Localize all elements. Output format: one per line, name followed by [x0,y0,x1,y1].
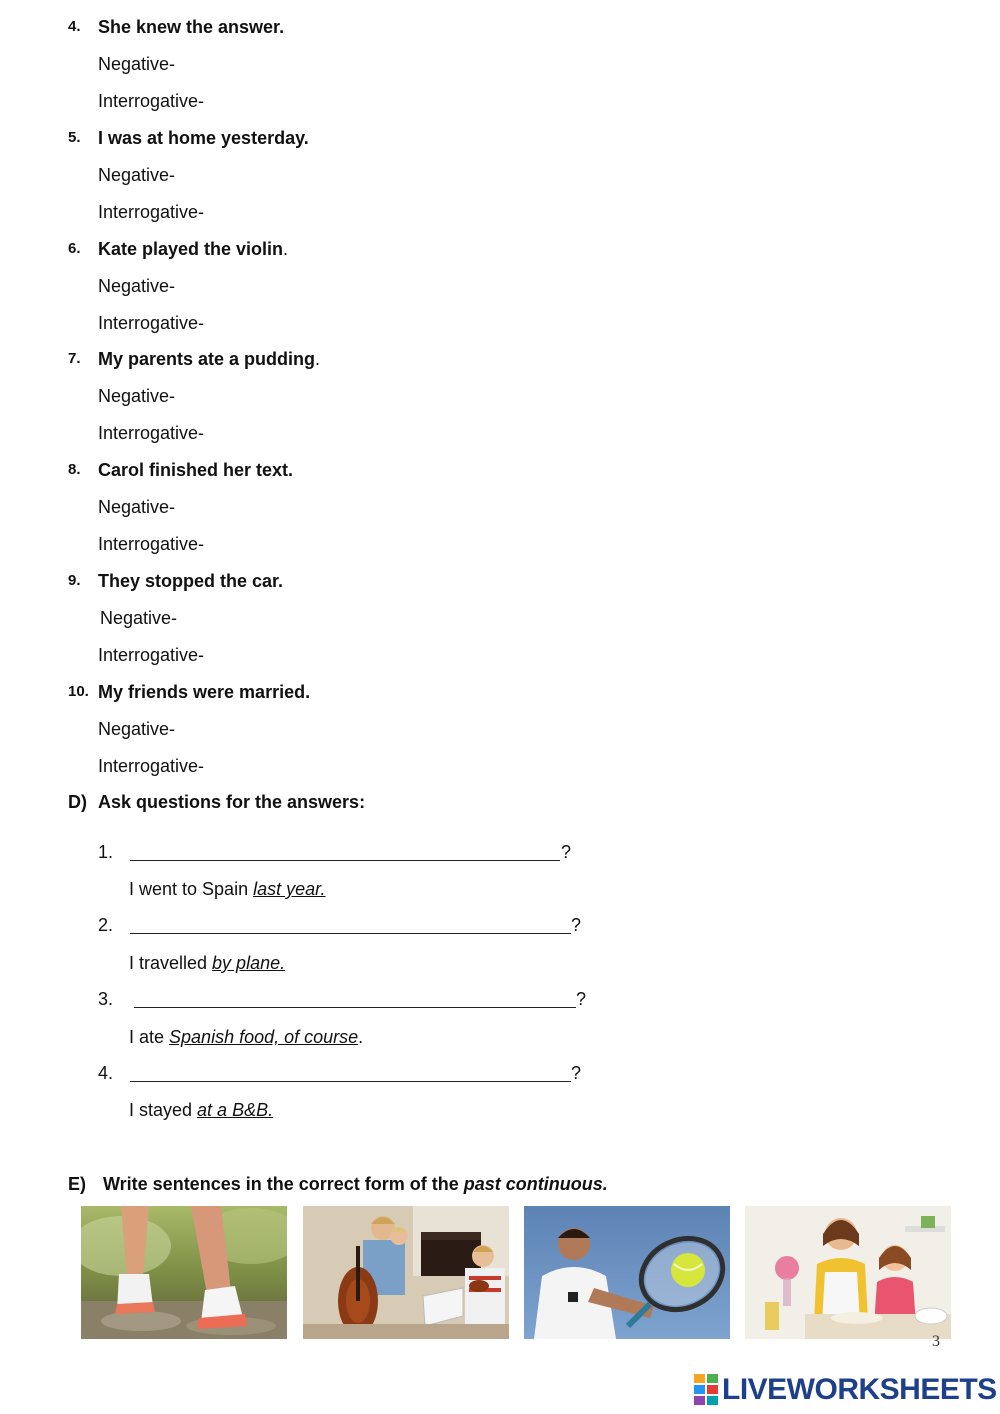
question-answer-blank[interactable] [130,1061,571,1082]
children-playing-music-photo [303,1206,509,1339]
item-number: 5. [68,129,81,146]
item-number: 7. [68,350,81,367]
section-e-letter: E) [68,1174,86,1194]
interrogative-label: Interrogative- [98,202,205,222]
question-number: 1. [98,842,114,862]
question-mark: ? [571,1063,582,1083]
negative-label: Negative- [98,386,176,406]
negative-label: Negative- [98,165,176,185]
interrogative-label: Interrogative- [98,423,205,443]
answer-sentence: I stayed at a B&B. [129,1100,274,1120]
item-number: 6. [68,240,81,257]
item-number: 10. [68,683,89,700]
liveworksheets-logo-text: LIVEWORKSHEETS [722,1373,997,1406]
interrogative-label: Interrogative- [98,645,205,665]
negative-label: Negative- [98,719,176,739]
negative-label: Negative- [98,497,176,517]
item-number: 9. [68,572,81,589]
answer-sentence: I travelled by plane. [129,953,286,973]
item-sentence: Carol finished her text. [98,460,294,480]
question-answer-blank[interactable] [130,913,571,934]
negative-label: Negative- [98,276,176,296]
question-mark: ? [576,989,587,1009]
interrogative-label: Interrogative- [98,313,205,333]
interrogative-label: Interrogative- [98,91,205,111]
tennis-player-photo [524,1206,730,1339]
question-answer-blank[interactable] [134,987,576,1008]
question-mark: ? [561,842,572,862]
question-answer-blank[interactable] [130,840,560,861]
section-d-letter: D) [68,792,87,812]
girls-baking-photo [745,1206,951,1339]
page-number: 3 [932,1333,940,1350]
liveworksheets-logo-icon [694,1374,718,1406]
question-number: 4. [98,1063,114,1083]
item-sentence: My parents ate a pudding. [98,349,321,369]
question-number: 3. [98,989,114,1009]
interrogative-label: Interrogative- [98,756,205,776]
negative-label: Negative- [98,54,176,74]
section-d-title: Ask questions for the answers: [98,792,366,812]
liveworksheets-logo[interactable] [694,1372,997,1408]
item-sentence: My friends were married. [98,682,311,702]
answer-sentence: I ate Spanish food, of course. [129,1027,364,1047]
answer-sentence: I went to Spain last year. [129,879,326,899]
section-e-title: Write sentences in the correct form of the past continuous. [103,1174,608,1194]
walking-feet-photo [81,1206,287,1339]
interrogative-label: Interrogative- [98,534,205,554]
question-number: 2. [98,915,114,935]
item-sentence: Kate played the violin. [98,239,289,259]
negative-label: Negative- [100,608,178,628]
item-sentence: She knew the answer. [98,17,285,37]
item-sentence: They stopped the car. [98,571,284,591]
question-mark: ? [571,915,582,935]
item-sentence: I was at home yesterday. [98,128,309,148]
item-number: 4. [68,18,81,35]
item-number: 8. [68,461,81,478]
